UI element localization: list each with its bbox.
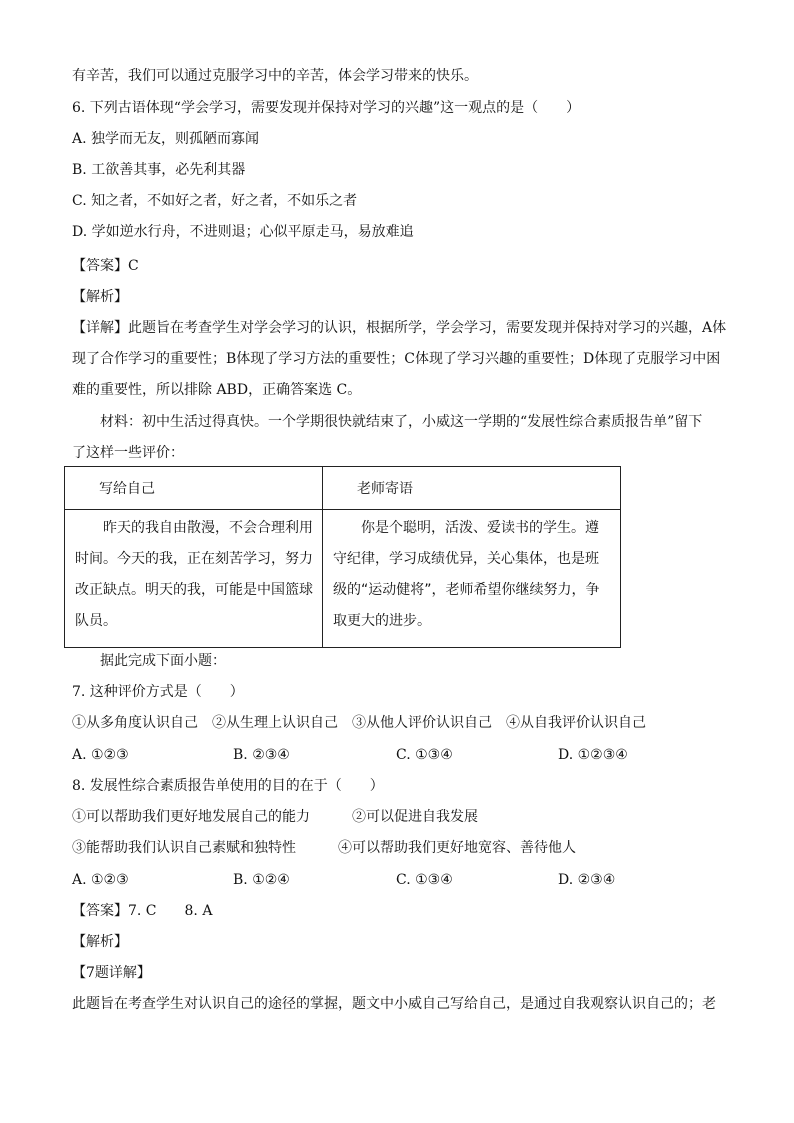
table-cell-self: 昨天的我自由散漫，不会合理利用时间。今天的我，正在刻苦学习，努力改正缺点。明天的我，可能是中国篮球队员。 [65, 510, 323, 648]
instruction-line: 据此完成下面小题： [100, 653, 226, 669]
q7-option-c: C. ①③④ [396, 747, 453, 763]
q6-option-b: B. 工欲善其事，必先利其器 [72, 162, 246, 178]
material-line: 了这样一些评价： [72, 445, 184, 461]
question-8: 8. 发展性综合素质报告单使用的目的在于（ ） [72, 778, 384, 794]
detail-line: 此题旨在考查学生对认识自己的途径的掌握，题文中小威自己写给自己，是通过自我观察认识自己的；老 [72, 996, 716, 1012]
detail-line: 【详解】此题旨在考查学生对学会学习的认识，根据所学，学会学习，需要发现并保持对学习的兴趣，A体 [72, 320, 727, 336]
q7-option-d: D. ①②③④ [558, 747, 628, 763]
answer-label: 【答案】C [72, 258, 139, 274]
question-7: 7. 这种评价方式是（ ） [72, 684, 244, 700]
q8-option-c: C. ①③④ [396, 872, 453, 888]
detail-line: 现了合作学习的重要性；B体现了学习方法的重要性；C体现了学习兴趣的重要性；D体现了克服学习中困 [72, 351, 721, 367]
detail-heading: 【7题详解】 [72, 965, 151, 981]
table-header-self: 写给自己 [65, 467, 323, 510]
q6-option-c: C. 知之者，不如好之者，好之者，不如乐之者 [72, 193, 358, 209]
q6-option-a: A. 独学而无友，则孤陋而寡闻 [72, 131, 260, 147]
table-cell-teacher: 你是个聪明，活泼、爱读书的学生。遵守纪律，学习成绩优异，关心集体，也是班级的“运动健将”，老师希望你继续努力，争取更大的进步。 [323, 510, 621, 648]
question-6: 6. 下列古语体现“学会学习，需要发现并保持对学习的兴趣”这一观点的是（ ） [72, 100, 581, 116]
evaluation-table [64, 466, 621, 648]
q7-option-a: A. ①②③ [72, 747, 129, 763]
q7-items: ①从多角度认识自己 ②从生理上认识自己 ③从他人评价认识自己 ④从自我评价认识自己 [72, 715, 646, 731]
q8-option-d: D. ②③④ [558, 872, 616, 888]
q8-option-b: B. ①②④ [233, 872, 290, 888]
analysis-label: 【解析】 [72, 934, 128, 950]
q8-option-a: A. ①②③ [72, 872, 129, 888]
table-header-teacher: 老师寄语 [323, 467, 621, 510]
analysis-label: 【解析】 [72, 289, 128, 305]
q7-option-b: B. ②③④ [233, 747, 290, 763]
q8-items: ③能帮助我们认识自己素赋和独特性 ④可以帮助我们更好地宽容、善待他人 [72, 840, 576, 856]
text-line: 有辛苦，我们可以通过克服学习中的辛苦，体会学习带来的快乐。 [72, 68, 478, 84]
q8-items: ①可以帮助我们更好地发展自己的能力 ②可以促进自我发展 [72, 809, 478, 825]
material-line: 材料：初中生活过得真快。一个学期很快就结束了，小威这一学期的“发展性综合素质报告单”留下 [100, 414, 703, 430]
answer-label: 【答案】7. C 8. A [72, 903, 213, 919]
q6-option-d: D. 学如逆水行舟，不进则退；心似平原走马，易放难追 [72, 224, 414, 240]
detail-line: 难的重要性，所以排除 ABD，正确答案选 C。 [72, 382, 362, 398]
